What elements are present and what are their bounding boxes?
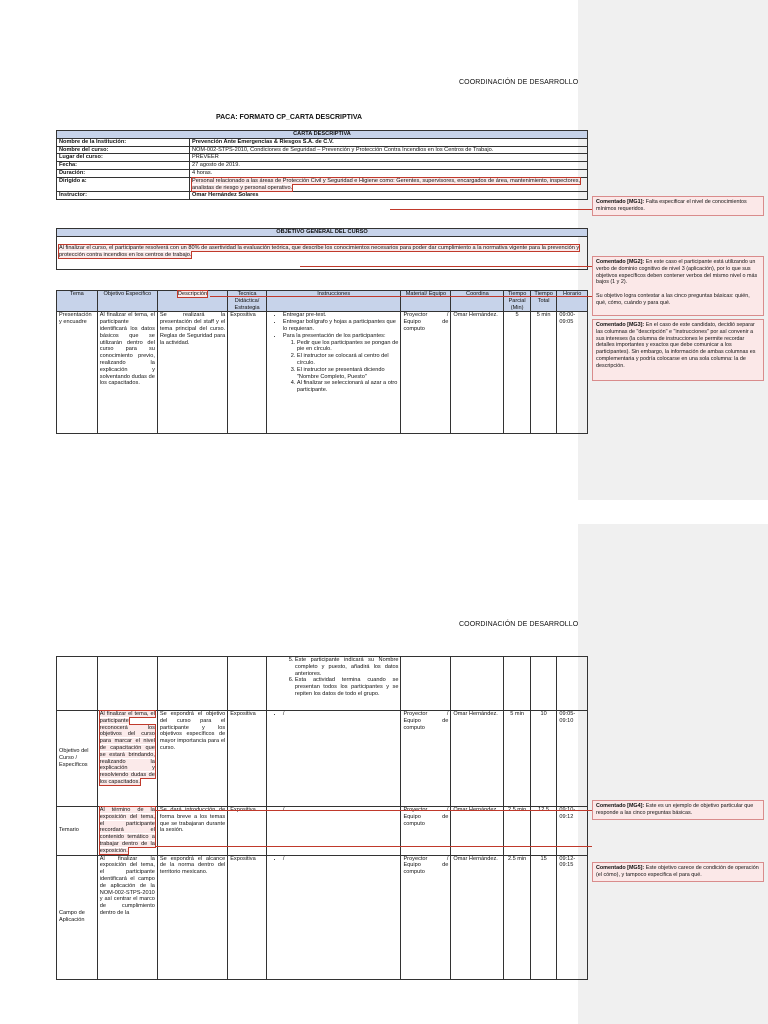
comment-anchor-line <box>300 266 592 267</box>
cell-tiempo-total: 15 <box>530 855 556 979</box>
table-row <box>57 855 588 979</box>
list-item: 4. Al finalizar se seleccionará al azar a otro participante. <box>297 380 399 394</box>
cell-coordina: Omar Hernández. <box>451 855 504 979</box>
row-label: Nombre de la Institución: <box>57 138 190 146</box>
list-item: • Entregar bolígrafo y hojas a participantes que lo requieran. <box>283 319 399 333</box>
cell-tiempo-parcial: 5 min <box>504 711 530 807</box>
cell-tecnica: Expositiva <box>228 807 267 856</box>
cell-objetivo: Al finalizar el tema, el participante reconocerá los objetivos del curso para marcar el nivel de capacitación que se estará brindando, realizando la explicación y resolviendo dudas de los capacitados. <box>99 711 155 785</box>
col-tiempo-total: Tiempo Total <box>530 291 556 312</box>
row-value: Omar Hernández Solares <box>190 192 588 200</box>
col-descripcion: Descripción <box>157 291 227 312</box>
dirigido-value: Personal relacionado a las áreas de Protección Civil y Seguridad e Higiene como: Gerentes, supervisores, encargados de área, mantenimiento, inspectores, analistas de riesgo y personal operativo. <box>192 177 581 191</box>
cell-tema: Temario <box>57 807 98 856</box>
cell-tiempo-total: 5 min <box>530 312 556 434</box>
row-value: Prevención Ante Emergencias & Riesgos S.A. de C.V. <box>190 138 588 146</box>
page-gap <box>0 500 768 524</box>
cell-instrucciones <box>266 657 401 711</box>
row-label: Fecha: <box>57 162 190 170</box>
carta-descriptiva-table <box>56 130 588 200</box>
cell-horario: 09:10-09:12 <box>557 807 588 856</box>
cell-tecnica: Expositiva <box>228 855 267 979</box>
table-row <box>57 711 588 807</box>
row-value: 4 horas. <box>190 169 588 177</box>
cell-tema: Campo de Aplicación <box>57 855 98 979</box>
cell-material: Proyector / Equipo de computo <box>401 711 451 807</box>
cell-descripcion: Se dará introducción de forma breve a los temas que se trabajaran durante la sesión. <box>157 807 227 856</box>
row-value: 27 agosto de 2019. <box>190 162 588 170</box>
cell-coordina: Omar Hernández. <box>451 807 504 856</box>
activities-table-p1 <box>56 290 588 434</box>
col-tiempo-parcial: Tiempo Parcial (Min) <box>504 291 530 312</box>
objetivo-text: Al finalizar el curso, el participante resolverá con un 80% de asertividad la evaluación teórica, que describe los conocimientos necesarios para poder dar cumplimiento a la normativa vigente para la prevención y protección contra incendios en los centros de trabajo. <box>59 244 580 258</box>
col-horario: Horario <box>557 291 588 312</box>
col-instrucciones: Instrucciones <box>266 291 401 312</box>
row-value: PREVEER <box>190 154 588 162</box>
col-coordina: Coordina <box>451 291 504 312</box>
cell-tema: Objetivo del Curso / Específicos <box>57 711 98 807</box>
activities-table-p2 <box>56 656 588 980</box>
cell-tiempo-parcial: 2.5 min <box>504 855 530 979</box>
comment-anchor-line <box>155 810 592 811</box>
page-header: COORDINACIÓN DE DESARROLLO <box>459 79 579 86</box>
cell-material: Proyector / Equipo de computo <box>401 807 451 856</box>
cell-tecnica: Expositiva <box>228 312 267 434</box>
cell-horario: 09:12-09:15 <box>557 855 588 979</box>
table-row <box>57 807 588 856</box>
row-label: Lugar del curso: <box>57 154 190 162</box>
cell-descripcion: Se realizará la presentación del staff y el tema principal del curso. Reglas de Seguridad para la actividad. <box>157 312 227 434</box>
cell-descripcion: Se expondrá el objetivo del curso para el participante y los objetivos específicos de mayor importancia para el curso. <box>157 711 227 807</box>
comment-mg4: Comentado [MG4]: Este es un ejemplo de objetivo particular que responde a las cinco preguntas básicas. <box>592 800 764 820</box>
list-item: 1. Pedir que los participantes se pongan de pie en círculo. <box>297 340 399 354</box>
cell-coordina: Omar Hernández. <box>451 312 504 434</box>
comment-mg1: Comentado [MG1]: Falta especificar el nivel de conocimientos mínimos requeridos. <box>592 196 764 216</box>
cell-horario: 09:05-09:10 <box>557 711 588 807</box>
cell-tecnica: Expositiva <box>228 711 267 807</box>
cell-instrucciones: • / <box>266 855 401 979</box>
table-row <box>57 312 588 434</box>
comment-mg5: Comentado [MG5]: Este objetivo carece de condición de operación (el cómo), y tampoco especifica el para qué. <box>592 862 764 882</box>
objetivo-general-table <box>56 228 588 270</box>
comment-anchor-line <box>210 296 592 297</box>
comment-anchor-line <box>155 846 592 847</box>
comment-mg2: Comentado [MG2]: En este caso el participante está utilizando un verbo de dominio cognitivo de nivel 3 (aplicación), por lo que sus objetivos específicos deben contener verbos del mismo nivel o más bajos (1 y 2). Su objetivo logra contestar a las cinco preguntas básicas: quién, qué, cómo, cuándo y para qué. <box>592 256 764 316</box>
list-item: 6. Esta actividad termina cuando se presentan todos los participantes y se repiten los datos de todo el grupo. <box>295 677 399 697</box>
cell-tema: Presentación y encuadre <box>57 312 98 434</box>
list-item: 5. Este participante indicará su Nombre completo y puesto, añadirá los datos anteriores. <box>295 657 399 677</box>
list-item: • Entregar pre-test. <box>283 312 399 319</box>
cell-objetivo: Al término de la exposición del tema, el participante recordará el contenido temático a trabajar dentro de la exposición. <box>99 807 155 854</box>
table-row <box>57 657 588 711</box>
cell-descripcion: Se expondrá el alcance de la norma dentro del territorio mexicano. <box>157 855 227 979</box>
col-objetivo: Objetivo Especifico <box>97 291 157 312</box>
row-label: Nombre del curso: <box>57 146 190 154</box>
list-item: • Para la presentación de los participantes: 1. Pedir que los participantes se pongan de pie en círculo. 2. El instructor se colocará al centro del círculo. 3. El instructor se presentará diciendo "Nombre Completo, Puesto" 4. Al finalizar se seleccionará al azar a otro participante. <box>283 333 399 394</box>
cell-tiempo-parcial: 5 <box>504 312 530 434</box>
col-material: Material/ Equipo <box>401 291 451 312</box>
carta-title: CARTA DESCRIPTIVA <box>57 131 588 139</box>
row-label: Dirigido a: <box>57 177 190 192</box>
cell-instrucciones: • / <box>266 711 401 807</box>
comment-anchor-line <box>390 209 592 210</box>
col-tema: Tema <box>57 291 98 312</box>
cell-tiempo-total: 10 <box>530 711 556 807</box>
row-value: NOM-002-STPS-2010, Condiciones de Seguridad – Prevención y Protección Contra Incendios en los Centros de Trabajo. <box>190 146 588 154</box>
comments-pane-2 <box>578 512 768 1024</box>
page-header: COORDINACIÓN DE DESARROLLO <box>459 621 579 628</box>
cell-tiempo-parcial: 2.5 min <box>504 807 530 856</box>
cell-instrucciones <box>266 312 401 434</box>
cell-horario: 09:00-09:05 <box>557 312 588 434</box>
col-tecnica: Tecnica Didáctica/ Estrategia <box>228 291 267 312</box>
document-title: PACA: FORMATO CP_CARTA DESCRIPTIVA <box>215 114 363 121</box>
cell-material: Proyector / Equipo de computo <box>401 312 451 434</box>
cell-material: Proyector / Equipo de computo <box>401 855 451 979</box>
row-label: Duración: <box>57 169 190 177</box>
cell-objetivo: Al finalizar el tema, el participante identificará los datos básicos que se utilizarán dentro del curso para su conocimiento previo, realizando la explicación y solventando dudas de los capacitados. <box>97 312 157 434</box>
list-item: 2. El instructor se colocará al centro del círculo. <box>297 353 399 367</box>
comment-mg3: Comentado [MG3]: En el caso de este candidato, decidió separar las columnas de "descripción" e "instrucciones" por así convenir a sus intereses (la columna de instrucciones le permite recordar detalles importantes y exactos que debe comunicar a los participantes). Sin embargo, la información de ambas columnas es complementaria y podría colocarse en una sola columna: la de descripción. <box>592 319 764 381</box>
list-item: 3. El instructor se presentará diciendo "Nombre Completo, Puesto" <box>297 367 399 381</box>
row-label: Instructor: <box>57 192 190 200</box>
objetivo-title: OBJETIVO GENERAL DEL CURSO <box>57 229 588 237</box>
cell-objetivo: Al finalizar la exposición del tema, el participante identificará el campo de aplicación de la NOM-002-STPS-2010 y así centrar el marco de cumplimiento dentro de la <box>97 855 157 979</box>
cell-instrucciones: • / <box>266 807 401 856</box>
cell-tiempo-total: 12.5 <box>530 807 556 856</box>
cell-coordina: Omar Hernández. <box>451 711 504 807</box>
